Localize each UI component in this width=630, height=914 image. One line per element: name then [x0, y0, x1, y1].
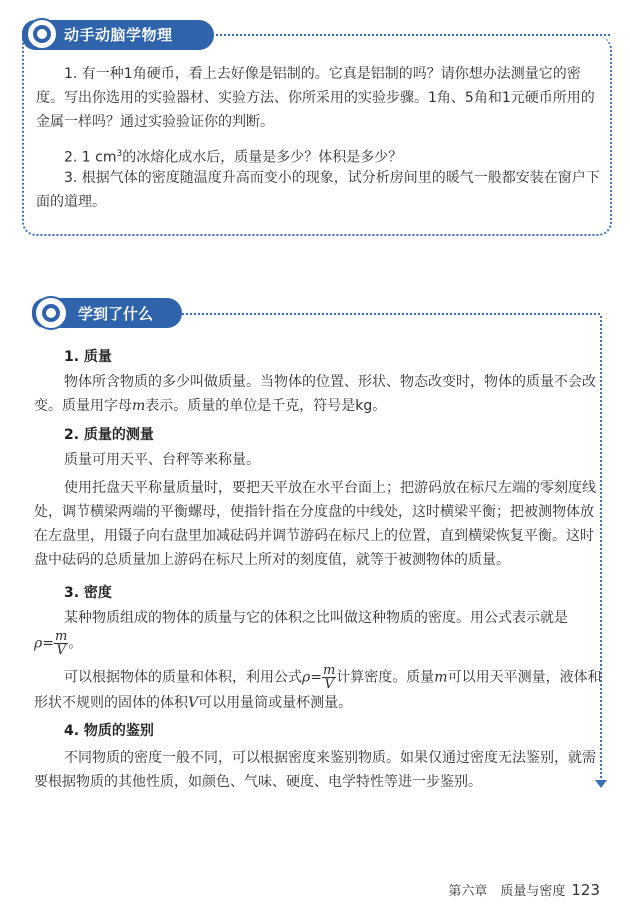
- density-formula: $\frac{m}{V}$: [54, 629, 68, 658]
- page-footer: 第六章 质量与密度 123: [448, 881, 600, 899]
- section-mass-text: 物体所含物质的多少叫做质量。当物体的位置、形状、物态改变时，物体的质量不会改变。质量用字母m表示。质量的单位是千克，符号是kg。: [34, 374, 596, 414]
- question-1: 1. 有一种1角硬币，看上去好像是铝制的。它真是铝制的吗？请你想办法测量它的密度。写出你选用的实验器材、实验方法、你所采用的实验步骤。1角、5角和1元硬币所用的金属一样吗？通过实验验证你的判断。: [36, 66, 595, 130]
- section-density-text-2: 可以根据物体的质量和体积，利用公式ρ= $\frac{m}{V}$ 计算密度。质量m可以用天平测量，液体和形状不规则的固体的体积V可以用量筒或量杯测量。: [34, 663, 602, 711]
- section-measure-title: 2. 质量的测量: [64, 427, 154, 443]
- section-density-title: 3. 密度: [64, 585, 112, 601]
- section-identify-text: 不同物质的密度一般不同，可以根据密度来鉴别物质。如果仅通过密度无法鉴别，就需要根据物质的其他性质，如颜色、气味、硬度、电学特性等进一步鉴别。: [34, 750, 596, 790]
- exercise-title: 动手动脑学物理: [64, 26, 173, 44]
- target-icon: [26, 18, 58, 50]
- section-measure-text-1: 质量可用天平、台秤等来称量。: [64, 452, 260, 468]
- page-number: 123: [571, 881, 600, 899]
- check-icon: [34, 296, 68, 330]
- summary-dotted-line: [182, 313, 600, 315]
- section-identify-title: 4. 物质的鉴别: [64, 723, 154, 739]
- section-measure-text-2: 使用托盘天平称量质量时，要把天平放在水平台面上；把游码放在标尺左端的零刻度线处，调节横梁两端的平衡螺母，使指针指在分度盘的中线处，这时横梁平衡；把被测物体放在左盘里，用镊子向右盘里加减砝码并调节游码在标尺上的位置，直到横梁恢复平衡。这时盘中砝码的总质量加上游码在标尺上所对的刻度值，就等于被测物体的质量。: [34, 480, 596, 568]
- summary-title: 学到了什么: [78, 305, 154, 323]
- question-2: 2. 1 $cm^3$的冰熔化成水后，质量是多少？体积是多少？: [64, 149, 403, 166]
- section-density-text-1: 某种物质组成的物体的质量与它的体积之比叫做这种物质的密度。用公式表示就是 ρ= $\frac{m}{V}$ 。: [34, 610, 568, 658]
- section-mass-title: 1. 质量: [64, 349, 112, 365]
- question-3: 3. 根据气体的密度随温度升高而变小的现象，试分析房间里的暖气一般都安装在窗户下面的道理。: [36, 170, 600, 210]
